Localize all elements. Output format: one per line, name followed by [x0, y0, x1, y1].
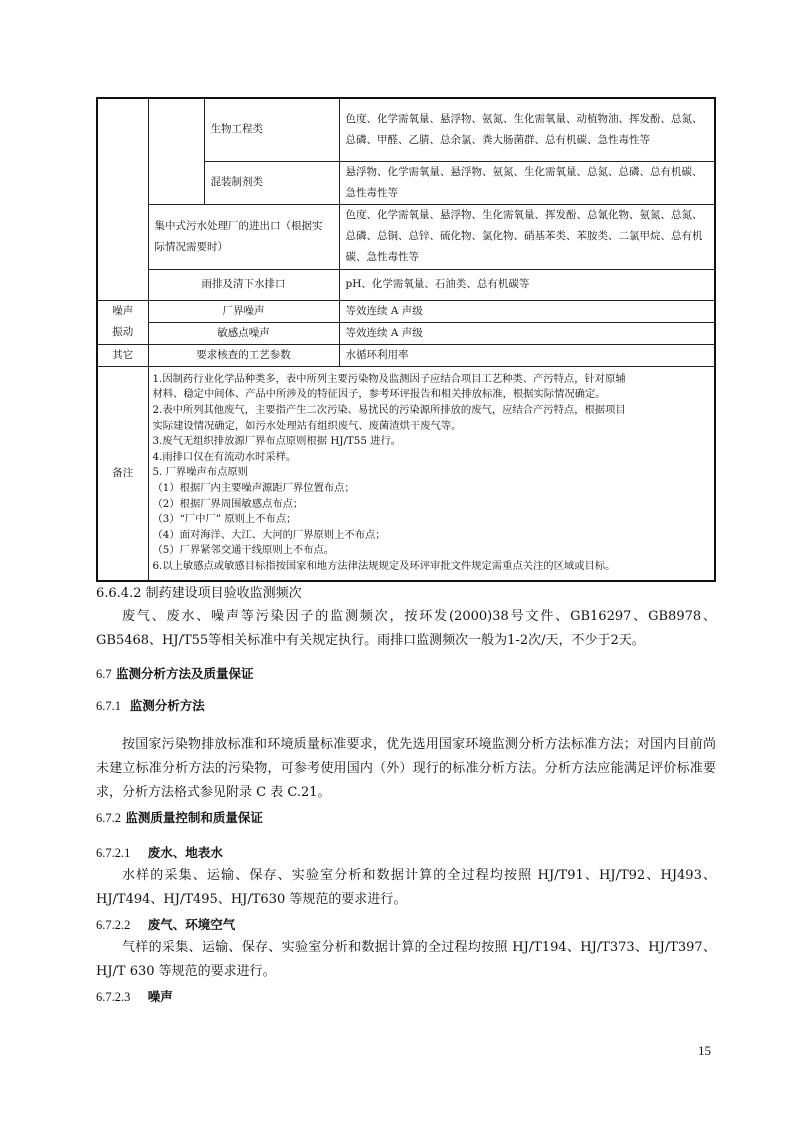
section-6-6-4-2-text: 废气、废水、噪声等污染因子的监测频次，按环发(2000)38号文件、GB16297、GB8978、GB5468、HJ/T55等相关标准中有关规定执行。雨排口监测频次一般为1-2次/天，不少于2天。 — [96, 609, 716, 648]
section-6-7-2-1-heading — [96, 842, 716, 864]
category-cell-continued — [97, 98, 148, 300]
notes-row — [97, 366, 715, 581]
section-6-7-2-2-heading — [96, 914, 716, 936]
note-line: （2）根据厂界周围敏感点布点； — [152, 497, 304, 510]
source-cell: 敏感点噪声 — [148, 322, 339, 344]
note-line: （1）根据厂内主要噪声源距厂界位置布点； — [152, 482, 355, 495]
factors-cell: pH、化学需氧量、石油类、总有机碳等 — [339, 269, 715, 300]
category-cell-noise — [97, 300, 148, 344]
table-row — [97, 269, 715, 300]
section-number: 6.7 — [96, 667, 112, 681]
note-line: （5）厂界紧邻交通干线原则上不布点。 — [152, 544, 335, 557]
category-label: 噪声 — [112, 305, 134, 317]
section-title: 噪声 — [147, 989, 173, 1004]
note-line: 实际建设情况确定，如污水处理站有组织废气、废菌渣烘干废气等。 — [152, 419, 462, 432]
factors-cell: 色度、化学需氧量、悬浮物、氨氮、生化需氧量、动植物油、挥发酚、总氮、总磷、甲醛、乙腈、总余氯、粪大肠菌群、总有机碳、急性毒性等 — [339, 98, 715, 161]
section-6-6-4-2-title: 6.6.4.2 制药建设项目验收监测频次 — [96, 586, 302, 601]
section-number: 6.7.2.2 — [96, 918, 131, 932]
table-row — [97, 300, 715, 322]
notes-label: 备注 — [97, 366, 148, 581]
note-line: 4.雨排口仅在有流动水时采样。 — [152, 450, 297, 463]
section-number: 6.7.2 — [96, 811, 121, 825]
section-number: 6.7.2.1 — [96, 846, 131, 860]
note-line: 2.表中所列其他废气，主要指产生二次污染、易扰民的污染源所排放的废气，应结合产污特点，根据项目 — [152, 404, 626, 417]
note-line: （3）“厂中厂” 原则上不布点； — [152, 513, 297, 526]
table-row — [97, 204, 715, 269]
factors-cell: 悬浮物、化学需氧量、悬浮物、氨氮、生化需氧量、总氮、总磷、总有机碳、急性毒性等 — [339, 161, 715, 204]
table-row — [97, 344, 715, 366]
note-line: 3.废气无组织排放源厂界布点原则根据 HJ/T55 进行。 — [152, 435, 402, 448]
section-number: 6.7.2.3 — [96, 990, 131, 1004]
section-title: 监测分析方法及质量保证 — [115, 666, 254, 681]
section-6-7-1-text: 按国家污染物排放标准和环境质量标准要求，优先选用国家环境监测分析方法标准方法；对国内目前尚未建立标准分析方法的污染物，可参考使用国内（外）现行的标准分析方法。分析方法应能满足评价标准要求，分析方法格式参见附录 C 表 C.21。 — [96, 737, 716, 800]
source-cell: 集中式污水处理厂的进出口（根据实际情况需要时） — [148, 204, 339, 269]
table-row — [97, 98, 715, 161]
factors-cell: 水循环利用率 — [339, 344, 715, 366]
note-line: （4）面对海洋、大江、大河的厂界原则上不布点； — [152, 528, 386, 541]
section-6-7-heading — [96, 663, 716, 685]
source-cell: 混装制剂类 — [204, 161, 339, 204]
section-6-7-2-heading — [96, 807, 716, 829]
source-cell: 要求核查的工艺参数 — [148, 344, 339, 366]
section-6-7-2-1-text: 水样的采集、运输、保存、实验室分析和数据计算的全过程均按照 HJ/T91、HJ/T92、HJ493、HJ/T494、HJ/T495、HJ/T630 等规范的要求进行。 — [96, 868, 716, 907]
note-line: 材料、稳定中间体、产品中所涉及的特征因子，参考环评报告和相关排放标准，根据实际情况确定。 — [152, 388, 606, 401]
page-number: 15 — [698, 1043, 711, 1058]
category-label: 振动 — [112, 326, 134, 338]
note-line: 5. 厂界噪声布点原则 — [152, 466, 248, 479]
section-title: 监测分析方法 — [129, 698, 205, 713]
section-title: 监测质量控制和质量保证 — [125, 810, 263, 825]
table-row — [97, 322, 715, 344]
factors-cell: 等效连续 A 声级 — [339, 322, 715, 344]
section-title: 废水、地表水 — [147, 845, 223, 860]
factors-cell: 色度、化学需氧量、悬浮物、生化需氧量、挥发酚、总氰化物、氨氮、总氮、总磷、总铜、总锌、硫化物、氯化物、硝基苯类、苯胺类、二氯甲烷、总有机碳、急性毒性等 — [339, 204, 715, 269]
factors-cell: 等效连续 A 声级 — [339, 300, 715, 322]
note-line: 1.因制药行业化学品种类多，表中所列主要污染物及监测因子应结合项目工艺种类、产污特点，针对原辅 — [152, 372, 626, 385]
source-cell: 厂界噪声 — [148, 300, 339, 322]
category-cell: 其它 — [97, 344, 148, 366]
section-title: 废气、环境空气 — [147, 917, 236, 932]
source-cell: 生物工程类 — [204, 98, 339, 161]
source-cell: 雨排及清下水排口 — [148, 269, 339, 300]
monitoring-factors-table — [96, 97, 716, 582]
section-6-7-2-3-heading — [96, 986, 716, 1008]
section-number: 6.7.1 — [96, 699, 121, 713]
note-line: 6.以上敏感点或敏感目标指按国家和地方法律法规规定及环评审批文件规定需重点关注的区域或目标。 — [152, 560, 616, 573]
section-6-7-2-2-text: 气样的采集、运输、保存、实验室分析和数据计算的全过程均按照 HJ/T194、HJ/T373、HJ/T397、HJ/T 630 等规范的要求进行。 — [96, 940, 716, 979]
notes-cell — [148, 366, 715, 581]
section-6-7-1-heading — [96, 695, 716, 717]
subcategory-cell-continued — [148, 98, 204, 204]
